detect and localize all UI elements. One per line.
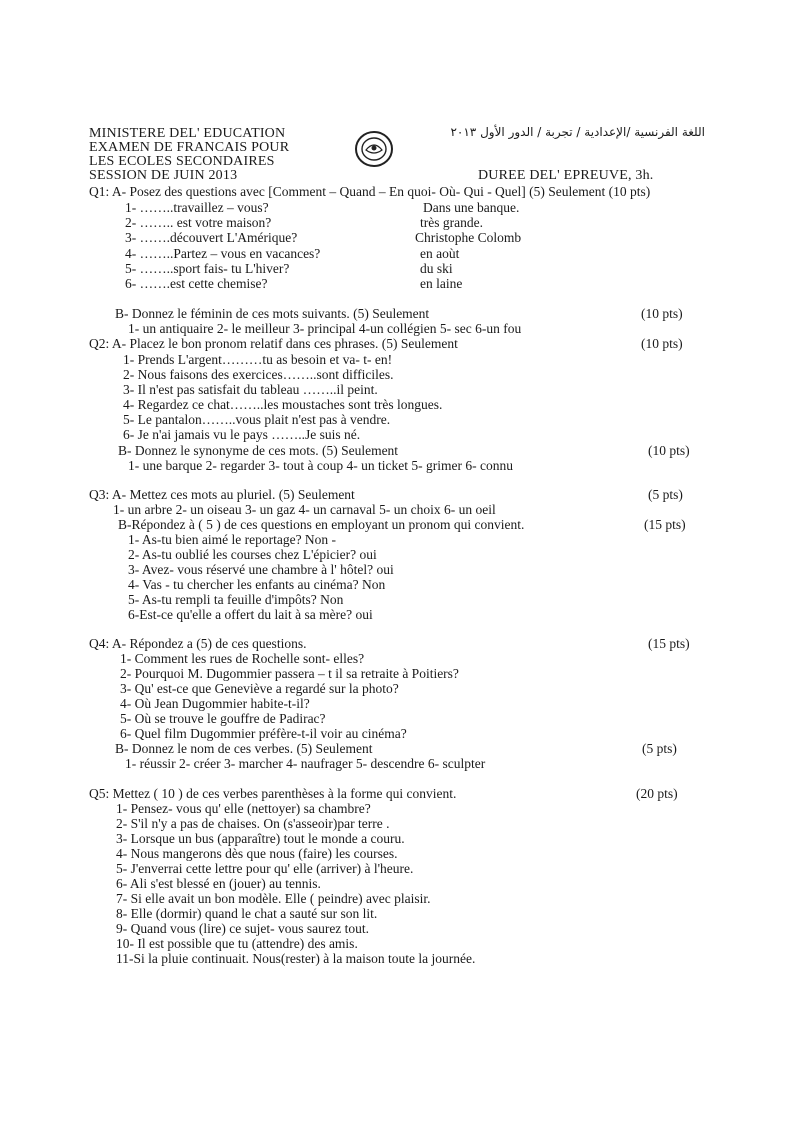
q1-a-answer-4: en aoùt (420, 246, 460, 261)
q5-item-6: 6- Ali s'est blessé en (jouer) au tennis. (116, 876, 321, 891)
q1-a-answer-5: du ski (420, 261, 453, 276)
q5-item-8: 8- Elle (dormir) quand le chat a sauté sur son lit. (116, 906, 378, 921)
q3-b-item-2: 2- As-tu oublié les courses chez L'épicier? oui (128, 547, 377, 562)
q5-item-4: 4- Nous mangerons dès que nous (faire) les courses. (116, 846, 398, 861)
q3-b-item-1: 1- As-tu bien aimé le reportage? Non - (128, 532, 337, 547)
q4-b-points: (5 pts) (642, 741, 677, 756)
q5-item-3: 3- Lorsque un bus (apparaître) tout le monde a couru. (116, 831, 405, 846)
q3-a-points: (5 pts) (648, 487, 683, 502)
ministry-line-2: EXAMEN DE FRANCAIS POUR (89, 140, 290, 155)
q2-a-item-4: 4- Regardez ce chat……..les moustaches sont très longues. (123, 397, 443, 412)
arabic-exam-title: اللغة الفرنسية /الإعدادية / تجربة / الدور الأول ٢٠١٣ (450, 125, 705, 139)
q2-a-item-3: 3- Il n'est pas satisfait du tableau ……..il peint. (123, 382, 378, 397)
q5-points: (20 pts) (636, 786, 678, 801)
q5-item-7: 7- Si elle avait un bon modèle. Elle ( peindre) avec plaisir. (116, 891, 431, 906)
q1-a-answer-6: en laine (420, 276, 463, 291)
q1-a-item-6: 6- …….est cette chemise? (125, 276, 268, 291)
ministry-seal-icon (354, 130, 394, 168)
exam-duration: DUREE DEL' EPREUVE, 3h. (478, 168, 654, 183)
q2-b-title: B- Donnez le synonyme de ces mots. (5) Seulement (118, 443, 399, 458)
q1-a-item-4: 4- ……..Partez – vous en vacances? (125, 246, 321, 261)
q3-a-words: 1- un arbre 2- un oiseau 3- un gaz 4- un carnaval 5- un choix 6- un oeil (113, 502, 496, 517)
q5-item-5: 5- J'enverrai cette lettre pour qu' elle (arriver) à l'heure. (116, 861, 414, 876)
q4-a-item-1: 1- Comment les rues de Rochelle sont- elles? (120, 651, 365, 666)
q4-a-item-3: 3- Qu' est-ce que Geneviève a regardé sur la photo? (120, 681, 399, 696)
q2-b-points: (10 pts) (648, 443, 690, 458)
q4-a-item-4: 4- Où Jean Dugommier habite-t-il? (120, 696, 310, 711)
q2-a-item-2: 2- Nous faisons des exercices……..sont difficiles. (123, 367, 394, 382)
q1-a-item-2: 2- …….. est votre maison? (125, 215, 272, 230)
q2-a-item-5: 5- Le pantalon……..vous plait n'est pas à vendre. (123, 412, 391, 427)
ministry-line-3: LES ECOLES SECONDAIRES (89, 154, 275, 169)
q1-a-answer-1: Dans une banque. (423, 200, 520, 215)
q1-a-item-1: 1- ……..travaillez – vous? (125, 200, 269, 215)
q3-b-item-6: 6-Est-ce qu'elle a offert du lait à sa mère? oui (128, 607, 373, 622)
q1-a-answer-2: très grande. (420, 215, 483, 230)
q4-b-words: 1- réussir 2- créer 3- marcher 4- naufrager 5- descendre 6- sculpter (125, 756, 486, 771)
q4-a-title: Q4: A- Répondez a (5) de ces questions. (89, 636, 307, 651)
q1-b-title: B- Donnez le féminin de ces mots suivants. (5) Seulement (115, 306, 430, 321)
q4-a-points: (15 pts) (648, 636, 690, 651)
ministry-line-4: SESSION DE JUIN 2013 (89, 168, 238, 183)
q3-b-points: (15 pts) (644, 517, 686, 532)
ministry-line-1: MINISTERE DEL' EDUCATION (89, 126, 286, 141)
q1-b-words: 1- un antiquaire 2- le meilleur 3- principal 4-un collégien 5- sec 6-un fou (128, 321, 522, 336)
q4-a-item-2: 2- Pourquoi M. Dugommier passera – t il sa retraite à Poitiers? (120, 666, 459, 681)
q5-item-9: 9- Quand vous (lire) ce sujet- vous saurez tout. (116, 921, 370, 936)
q3-b-title: B-Répondez à ( 5 ) de ces questions en employant un pronom qui convient. (118, 517, 525, 532)
q5-item-2: 2- S'il n'y a pas de chaises. On (s'asseoir)par terre . (116, 816, 390, 831)
q3-b-item-5: 5- As-tu rempli ta feuille d'impôts? Non (128, 592, 344, 607)
q2-a-item-1: 1- Prends L'argent………tu as besoin et va- t- en! (123, 352, 393, 367)
q3-a-title: Q3: A- Mettez ces mots au pluriel. (5) Seulement (89, 487, 355, 502)
q5-item-10: 10- Il est possible que tu (attendre) des amis. (116, 936, 358, 951)
q1-a-answer-3: Christophe Colomb (415, 230, 522, 245)
q5-item-1: 1- Pensez- vous qu' elle (nettoyer) sa chambre? (116, 801, 371, 816)
q3-b-item-3: 3- Avez- vous réservé une chambre à l' hôtel? oui (128, 562, 394, 577)
q1-b-points: (10 pts) (641, 306, 683, 321)
q4-a-item-5: 5- Où se trouve le gouffre de Padirac? (120, 711, 326, 726)
q5-item-11: 11-Si la pluie continuait. Nous(rester) à la maison toute la journée. (116, 951, 476, 966)
q2-b-words: 1- une barque 2- regarder 3- tout à coup 4- un ticket 5- grimer 6- connu (128, 458, 513, 473)
q3-b-item-4: 4- Vas - tu chercher les enfants au cinéma? Non (128, 577, 386, 592)
q2-a-title: Q2: A- Placez le bon pronom relatif dans ces phrases. (5) Seulement (89, 336, 458, 351)
q1-a-item-3: 3- …….découvert L'Amérique? (125, 230, 298, 245)
q1-a-item-5: 5- ……..sport fais- tu L'hiver? (125, 261, 290, 276)
q5-title: Q5: Mettez ( 10 ) de ces verbes parenthèses à la forme qui convient. (89, 786, 457, 801)
q1-a-title: Q1: A- Posez des questions avec [Comment – Quand – En quoi- Où- Qui - Quel] (5) Seulement (10 pts) (89, 184, 651, 199)
q4-a-item-6: 6- Quel film Dugommier préfère-t-il voir au cinéma? (120, 726, 407, 741)
q4-b-title: B- Donnez le nom de ces verbes. (5) Seulement (115, 741, 373, 756)
q2-a-item-6: 6- Je n'ai jamais vu le pays ……..Je suis né. (123, 427, 361, 442)
q2-a-points: (10 pts) (641, 336, 683, 351)
